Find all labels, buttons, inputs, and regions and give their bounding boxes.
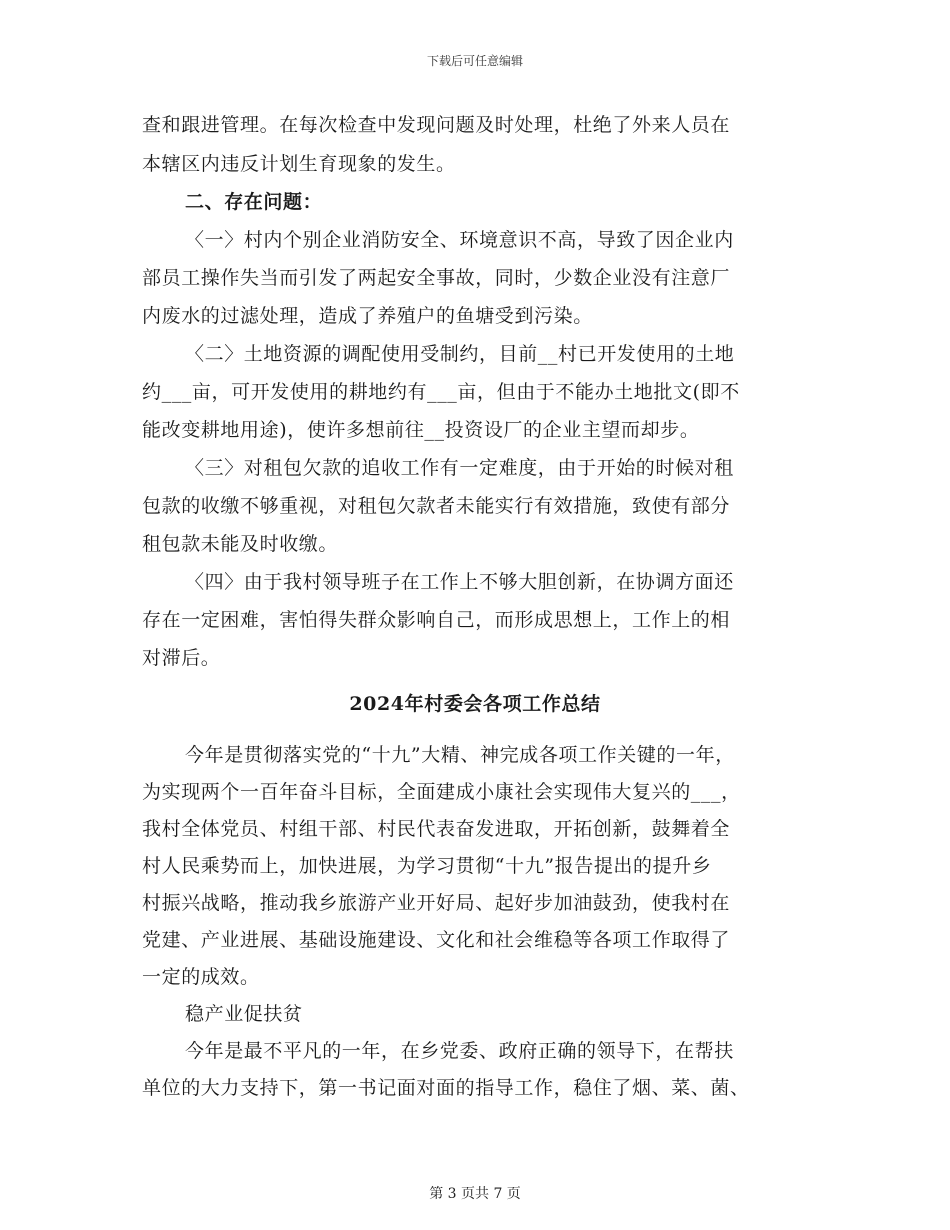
text-line: 存在一定困难，害怕得失群众影响自己，而形成思想上，工作上的相 <box>142 609 731 631</box>
text-line: 对滞后。 <box>142 647 221 669</box>
text-line: 单位的大力支持下，第一书记面对面的指导工作，稳住了烟、菜、菌、 <box>142 1077 750 1099</box>
text-line: 能改变耕地用途)，使许多想前往__投资设厂的企业主望而却步。 <box>142 419 700 441</box>
text-line: 包款的收缴不够重视，对租包欠款者未能实行有效措施，致使有部分 <box>142 495 731 517</box>
text-line: 〈四〉由于我村领导班子在工作上不够大胆创新，在协调方面还 <box>185 571 734 593</box>
text-line: 〈二〉土地资源的调配使用受制约，目前__村已开发使用的土地 <box>185 343 735 365</box>
text-line: 村人民乘势而上，加快进展，为学习贯彻“十九”报告提出的提升乡 <box>142 855 712 877</box>
text-line: 内废水的过滤处理，造成了养殖户的鱼塘受到污染。 <box>142 305 593 327</box>
text-line: 查和跟进管理。在每次检查中发现问题及时处理，杜绝了外来人员在 <box>142 114 731 136</box>
text-line: 〈三〉对租包欠款的追收工作有一定难度，由于开始的时候对租 <box>185 457 734 479</box>
text-line: 一定的成效。 <box>142 966 260 988</box>
text-line: 今年是最不平凡的一年，在乡党委、政府正确的领导下，在帮扶 <box>185 1040 734 1062</box>
document-title: 2024年村委会各项工作总结 <box>349 693 601 715</box>
text-line: 党建、产业进展、基础设施建设、文化和社会维稳等各项工作取得了 <box>142 929 731 951</box>
text-line: 部员工操作失当而引发了两起安全事故，同时，少数企业没有注意厂 <box>142 267 731 289</box>
page-footer: 第 3 页共 7 页 <box>429 1186 521 1202</box>
subheading: 稳产业促扶贫 <box>185 1003 303 1025</box>
text-line: 今年是贯彻落实党的“十九”大精、神完成各项工作关键的一年， <box>185 744 735 766</box>
text-line: 〈一〉村内个别企业消防安全、环境意识不高，导致了因企业内 <box>185 229 734 251</box>
text-line: 本辖区内违反计划生育现象的发生。 <box>142 153 456 175</box>
section-heading: 二、存在问题： <box>185 191 323 213</box>
text-line: 村振兴战略，推动我乡旅游产业开好局、起好步加油鼓劲，使我村在 <box>142 892 731 914</box>
page-header: 下载后可任意编辑 <box>426 54 523 68</box>
text-line: 约___亩，可开发使用的耕地约有___亩，但由于不能办土地批文(即不 <box>142 381 740 403</box>
text-line: 我村全体党员、村组干部、村民代表奋发进取，开拓创新，鼓舞着全 <box>142 818 731 840</box>
text-line: 租包款未能及时收缴。 <box>142 533 339 555</box>
text-line: 为实现两个一百年奋斗目标，全面建成小康社会实现伟大复兴的___， <box>142 781 741 803</box>
